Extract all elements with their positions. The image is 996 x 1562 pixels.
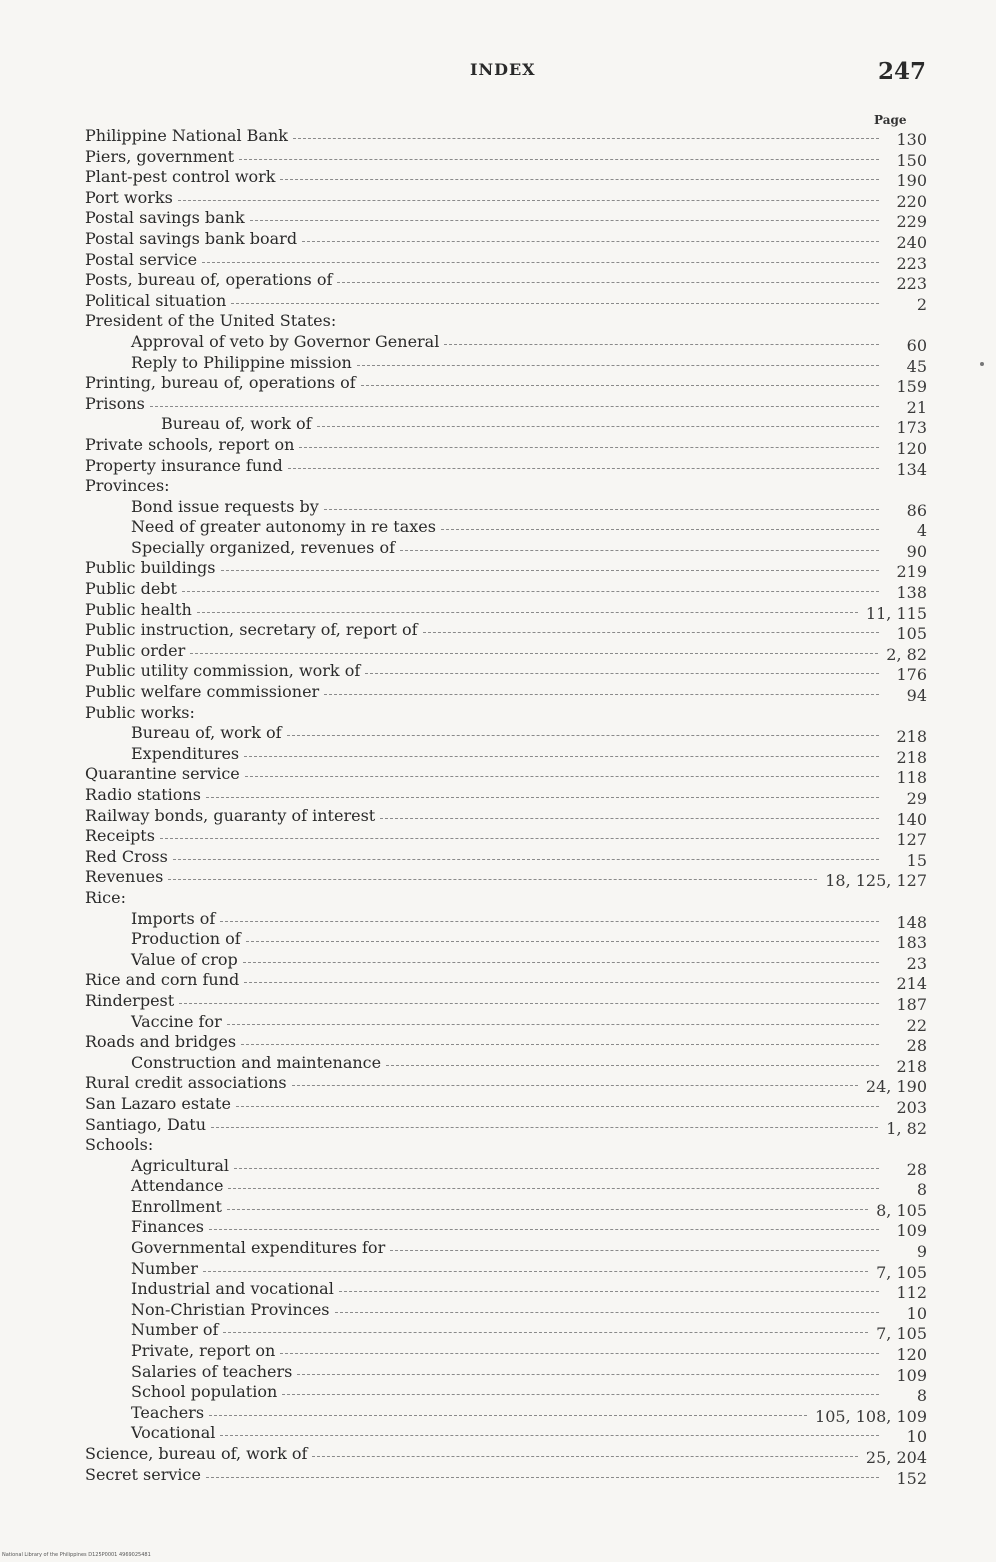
dot-leader: [202, 262, 879, 263]
page-reference: 109: [896, 1221, 927, 1241]
index-term: Rice and corn fund: [85, 970, 240, 990]
page-reference: 45: [906, 356, 927, 376]
index-term: Production of: [131, 929, 241, 949]
dot-leader: [444, 344, 879, 345]
index-entry: [85, 456, 927, 477]
index-term: Specially organized, revenues of: [131, 537, 395, 557]
index-term: Port works: [85, 187, 173, 207]
page-reference: 214: [896, 974, 927, 994]
index-entry: [85, 950, 927, 971]
index-term: Approval of veto by Governor General: [131, 331, 440, 351]
page-reference: 28: [906, 1036, 927, 1056]
index-entry: [85, 167, 927, 191]
index-term: Public welfare commissioner: [85, 682, 320, 702]
index-term: Reply to Philippine mission: [131, 352, 352, 372]
index-term: Construction and maintenance: [131, 1052, 382, 1072]
index-term: Santiago, Datu: [85, 1114, 207, 1134]
dot-leader: [337, 282, 879, 283]
index-entry: [85, 682, 927, 706]
index-term: Imports of: [131, 908, 216, 928]
index-entry: [85, 517, 927, 541]
dot-leader: [173, 859, 879, 860]
dot-leader: [168, 879, 817, 880]
dot-leader: [190, 653, 878, 654]
index-term: Finances: [131, 1217, 205, 1237]
index-term: Enrollment: [131, 1196, 222, 1216]
index-term: Railway bonds, guaranty of interest: [85, 805, 376, 825]
index-entry: [85, 270, 927, 294]
page-reference: 60: [906, 335, 927, 355]
index-entry: [85, 785, 927, 806]
index-entry: [85, 1094, 927, 1115]
page-reference: 219: [896, 562, 927, 582]
index-entry: [85, 929, 927, 953]
dot-leader: [287, 735, 879, 736]
dot-leader: [228, 1188, 879, 1189]
index-entry: [85, 1115, 927, 1136]
page-reference: 134: [896, 459, 927, 479]
index-term: Rural credit associations: [85, 1073, 287, 1093]
page-reference: 120: [896, 438, 927, 458]
page-reference: 223: [896, 253, 927, 273]
dot-leader: [282, 1394, 879, 1395]
dot-leader: [150, 406, 879, 407]
index-entry: [85, 1053, 927, 1074]
page-reference: 29: [906, 789, 927, 808]
dot-leader: [178, 200, 879, 201]
index-term: Non-Christian Provinces: [131, 1299, 330, 1319]
index-term: Property insurance fund: [85, 455, 283, 475]
index-term: Number: [131, 1258, 198, 1278]
index-term: Postal service: [85, 249, 198, 269]
page-reference: 148: [896, 912, 927, 932]
page-reference: 220: [896, 191, 927, 211]
page-reference: 7, 105: [876, 1262, 927, 1282]
index-entry: [85, 373, 927, 397]
dot-leader: [227, 1209, 868, 1210]
dot-leader: [357, 365, 879, 366]
dot-leader: [236, 1106, 879, 1107]
dot-leader: [423, 632, 879, 633]
index-entry: [85, 1403, 927, 1424]
index-entries: [85, 126, 927, 1488]
index-entry: [85, 1073, 927, 1097]
index-entry: [85, 208, 927, 232]
index-term: President of the United States:: [85, 311, 337, 331]
index-entry: [85, 1197, 927, 1218]
scan-footer: National Library of the Philippines D125P0001 4969025481: [2, 1552, 151, 1558]
dot-leader: [324, 694, 879, 695]
page-reference: 105: [896, 624, 927, 644]
index-entry: [85, 1362, 927, 1383]
dot-leader: [203, 1271, 868, 1272]
index-entry: [85, 1135, 927, 1156]
dot-leader: [241, 1044, 879, 1045]
index-entry: [85, 600, 927, 621]
page-reference: 7, 105: [876, 1324, 927, 1344]
page-reference: 223: [896, 274, 927, 294]
dot-leader: [293, 138, 879, 139]
dot-leader: [297, 1374, 879, 1375]
page-reference: 86: [906, 500, 927, 520]
page-reference: 159: [896, 377, 927, 397]
dot-leader: [209, 1229, 879, 1230]
index-entry: [85, 806, 927, 827]
page-header: [0, 60, 996, 100]
index-term: Piers, government: [85, 146, 235, 166]
page-reference: 152: [896, 1468, 927, 1488]
dot-leader: [302, 241, 879, 242]
index-entry: [85, 1320, 927, 1344]
dot-leader: [441, 529, 879, 530]
dot-leader: [244, 756, 879, 757]
dot-leader: [227, 1024, 879, 1025]
dot-leader: [365, 673, 879, 674]
index-entry: [85, 1238, 927, 1262]
page-reference: 1, 82: [886, 1118, 927, 1138]
index-entry: [85, 188, 927, 209]
index-entry: [85, 1279, 927, 1303]
index-entry: [85, 1465, 927, 1486]
dot-leader: [280, 179, 879, 180]
index-entry: [85, 435, 927, 456]
index-term: Vocational: [131, 1423, 216, 1443]
index-entry: [85, 291, 927, 312]
page-reference: 118: [896, 768, 927, 788]
running-head: INDEX: [470, 60, 536, 79]
page-reference: 28: [906, 1159, 927, 1179]
index-term: Teachers: [131, 1402, 205, 1422]
index-entry: [85, 126, 927, 147]
dot-leader: [220, 921, 879, 922]
index-term: Provinces:: [85, 476, 170, 496]
dot-leader: [197, 612, 858, 613]
index-entry: [85, 1300, 927, 1321]
index-term: Public order: [85, 640, 186, 660]
index-entry: [85, 1341, 927, 1365]
page-reference: 4: [916, 521, 927, 541]
index-term: Quarantine service: [85, 764, 240, 784]
page-reference: 138: [896, 583, 927, 603]
page-reference: 240: [896, 232, 927, 252]
index-entry: [85, 311, 927, 332]
index-term: Expenditures: [131, 743, 240, 763]
page-reference: 22: [906, 1015, 927, 1035]
index-entry: [85, 394, 927, 415]
page-reference: 176: [896, 665, 927, 685]
index-term: Number of: [131, 1320, 219, 1340]
dot-leader: [206, 1477, 879, 1478]
dot-leader: [335, 1312, 879, 1313]
dot-leader: [288, 468, 879, 469]
page-number: 247: [878, 58, 927, 85]
page-reference: 105, 108, 109: [815, 1406, 927, 1426]
dot-leader: [179, 1003, 879, 1004]
index-term: Bureau of, work of: [161, 414, 312, 434]
index-term: Roads and bridges: [85, 1032, 237, 1052]
dot-leader: [209, 1415, 807, 1416]
page-reference: 25, 204: [865, 1448, 927, 1467]
index-entry: [85, 970, 927, 994]
index-term: Postal savings bank board: [85, 228, 298, 248]
index-entry: [85, 847, 927, 868]
index-entry: [85, 826, 927, 850]
page-reference: 24, 190: [865, 1077, 927, 1097]
page-reference: 150: [896, 150, 927, 170]
index-term: Salaries of teachers: [131, 1361, 293, 1381]
dot-leader: [299, 447, 879, 448]
ink-spot: [980, 362, 984, 366]
index-term: Public debt: [85, 579, 177, 599]
index-term: Bureau of, work of: [131, 723, 282, 743]
page-reference: 11, 115: [865, 603, 927, 623]
dot-leader: [292, 1085, 858, 1086]
index-entry: [85, 991, 927, 1012]
index-entry: [85, 744, 927, 765]
index-term: Posts, bureau of, operations of: [85, 270, 333, 290]
page-reference: 23: [906, 953, 927, 973]
index-term: Agricultural: [131, 1155, 229, 1175]
index-entry: [85, 1032, 927, 1056]
page-reference: 183: [896, 933, 927, 953]
dot-leader: [243, 962, 879, 963]
index-entry: [85, 1176, 927, 1200]
dot-leader: [280, 1353, 879, 1354]
dot-leader: [246, 941, 879, 942]
index-term: Science, bureau of, work of: [85, 1444, 308, 1463]
page-reference: 21: [906, 397, 927, 417]
dot-leader: [400, 550, 879, 551]
dot-leader: [160, 838, 879, 839]
index-term: Postal savings bank: [85, 208, 245, 228]
index-entry: [85, 229, 927, 250]
index-term: Public utility commission, work of: [85, 661, 361, 681]
dot-leader: [250, 220, 879, 221]
index-entry: [85, 250, 927, 271]
index-term: Attendance: [131, 1176, 224, 1196]
index-entry: [85, 147, 927, 168]
index-term: Rice:: [85, 887, 126, 907]
index-entry: [85, 414, 927, 438]
dot-leader: [312, 1456, 858, 1457]
index-term: Public health: [85, 599, 192, 619]
index-term: Receipts: [85, 826, 155, 846]
index-entry: [85, 703, 927, 724]
dot-leader: [339, 1291, 879, 1292]
page-reference: 218: [896, 747, 927, 767]
index-term: Public works:: [85, 702, 195, 722]
index-term: Plant-pest control work: [85, 167, 276, 187]
page-column-label: Page: [874, 113, 907, 127]
page-reference: 10: [906, 1303, 927, 1323]
index-term: Value of crop: [131, 949, 238, 969]
dot-leader: [380, 818, 879, 819]
index-term: Schools:: [85, 1135, 154, 1155]
page-reference: 2, 82: [886, 644, 927, 664]
dot-leader: [361, 385, 879, 386]
index-entry: [85, 909, 927, 930]
page-reference: 218: [896, 727, 927, 747]
index-entry: [85, 764, 927, 788]
page-reference: 203: [896, 1097, 927, 1117]
index-term: Public instruction, secretary of, report of: [85, 620, 418, 640]
dot-leader: [245, 776, 879, 777]
index-term: Political situation: [85, 290, 227, 310]
index-term: Public buildings: [85, 558, 216, 578]
page-reference: 229: [896, 212, 927, 232]
index-term: Prisons: [85, 393, 145, 413]
page-reference: 8: [916, 1386, 927, 1406]
index-entry: [85, 538, 927, 559]
page-reference: 2: [916, 294, 927, 314]
index-term: Revenues: [85, 867, 164, 887]
page-reference: 94: [906, 686, 927, 706]
dot-leader: [211, 1127, 878, 1128]
index-entry: [85, 1012, 927, 1033]
index-entry: [85, 579, 927, 603]
dot-leader: [221, 570, 879, 571]
index-entry: [85, 723, 927, 747]
index-term: Private schools, report on: [85, 434, 295, 454]
dot-leader: [223, 1332, 868, 1333]
index-entry: [85, 867, 927, 891]
page-reference: 10: [906, 1427, 927, 1447]
page-reference: 140: [896, 809, 927, 829]
index-entry: [85, 1156, 927, 1177]
index-term: Governmental expenditures for: [131, 1238, 386, 1258]
index-entry: [85, 1382, 927, 1406]
dot-leader: [390, 1250, 879, 1251]
index-term: Philippine National Bank: [85, 126, 288, 145]
index-term: Secret service: [85, 1464, 201, 1484]
index-term: Need of greater autonomy in re taxes: [131, 517, 436, 537]
page-reference: 218: [896, 1056, 927, 1076]
page-reference: 112: [896, 1283, 927, 1303]
index-entry: [85, 332, 927, 353]
index-entry: [85, 476, 927, 497]
page-reference: 90: [906, 541, 927, 561]
dot-leader: [220, 1435, 879, 1436]
dot-leader: [234, 1168, 879, 1169]
index-entry: [85, 1444, 927, 1465]
page-reference: 173: [896, 418, 927, 438]
page-reference: 127: [896, 830, 927, 850]
index-entry: [85, 558, 927, 582]
page-reference: 109: [896, 1365, 927, 1385]
index-term: Printing, bureau of, operations of: [85, 373, 356, 393]
index-term: Private, report on: [131, 1341, 276, 1361]
dot-leader: [231, 303, 879, 304]
dot-leader: [244, 982, 879, 983]
dot-leader: [182, 591, 879, 592]
index-entry: [85, 661, 927, 685]
index-term: School population: [131, 1382, 278, 1402]
page-reference: 190: [896, 171, 927, 191]
page-reference: 187: [896, 994, 927, 1014]
index-entry: [85, 620, 927, 644]
page-reference: 130: [896, 130, 927, 149]
page-reference: 120: [896, 1345, 927, 1365]
page-reference: 8: [916, 1180, 927, 1200]
index-term: San Lazaro estate: [85, 1093, 231, 1113]
dot-leader: [239, 159, 879, 160]
index-term: Rinderpest: [85, 990, 175, 1010]
index-entry: [85, 353, 927, 374]
index-entry: [85, 1259, 927, 1280]
dot-leader: [324, 509, 879, 510]
index-term: Bond issue requests by: [131, 496, 319, 516]
page-reference: 8, 105: [876, 1200, 927, 1220]
page-reference: 18, 125, 127: [825, 871, 927, 891]
index-entry: [85, 888, 927, 909]
dot-leader: [206, 797, 879, 798]
index-term: Radio stations: [85, 785, 201, 804]
index-entry: [85, 1423, 927, 1447]
page-reference: 9: [916, 1242, 927, 1262]
index-entry: [85, 497, 927, 518]
index-term: Vaccine for: [131, 1011, 222, 1031]
index-entry: [85, 1217, 927, 1241]
page-reference: 15: [906, 850, 927, 870]
index-term: Industrial and vocational: [131, 1279, 334, 1299]
dot-leader: [317, 426, 879, 427]
dot-leader: [386, 1065, 879, 1066]
index-term: Red Cross: [85, 846, 168, 866]
index-entry: [85, 641, 927, 662]
